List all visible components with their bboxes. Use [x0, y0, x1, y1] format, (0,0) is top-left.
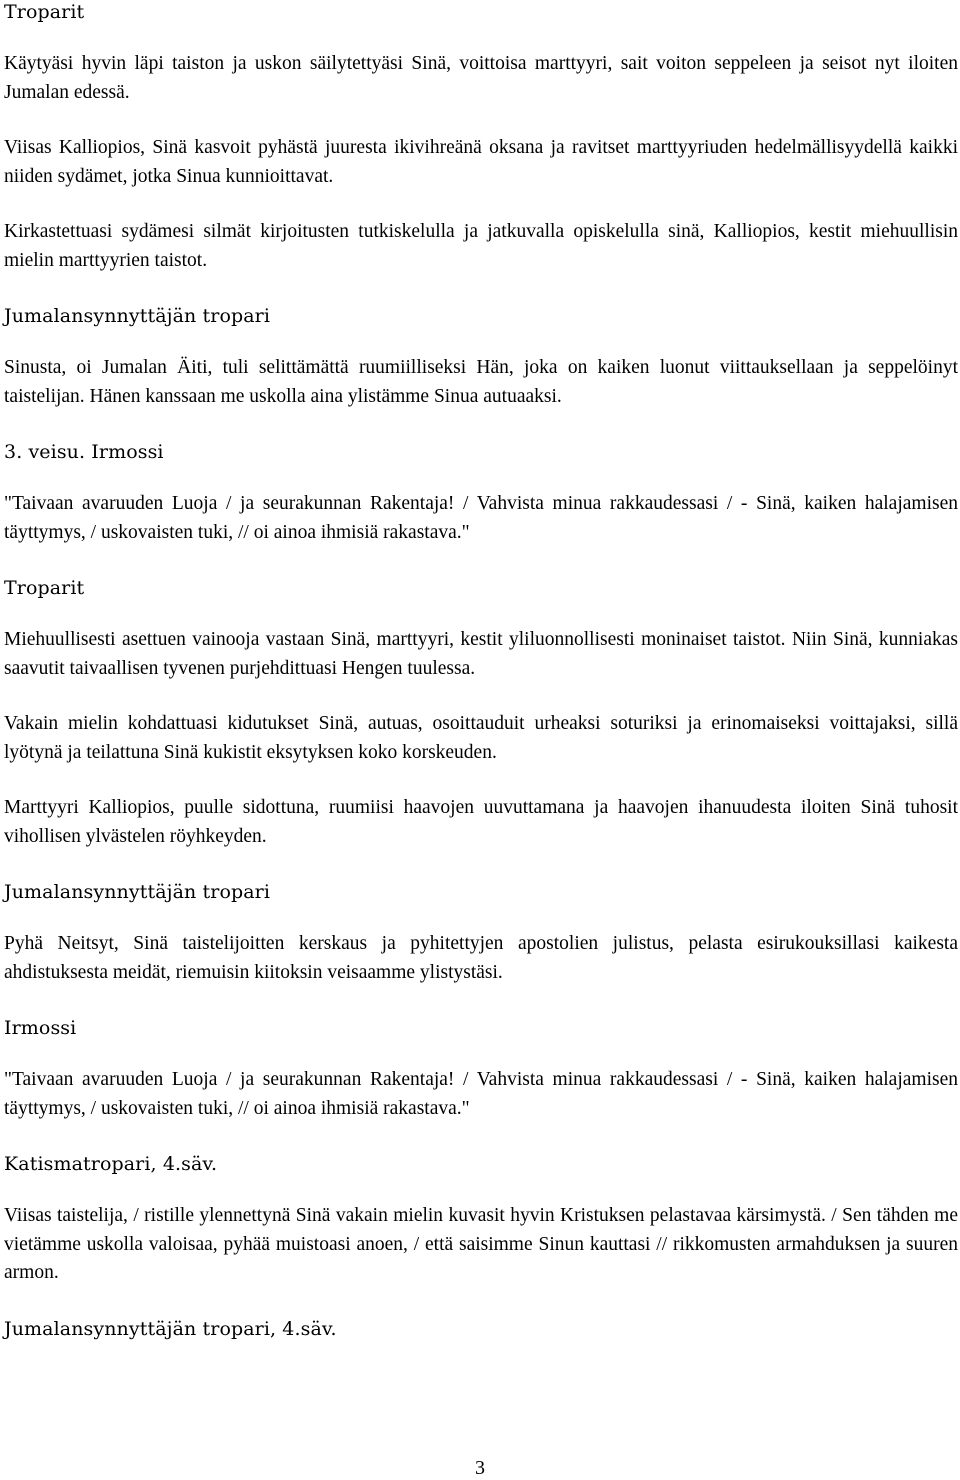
- heading: Troparit: [4, 1, 85, 23]
- heading: Jumalansynnyttäjän tropari, 4.säv.: [4, 1317, 337, 1340]
- heading: Jumalansynnyttäjän tropari: [4, 881, 271, 903]
- paragraph: Sinusta, oi Jumalan Äiti, tuli selittämättä ruumiilliseksi Hän, joka on kaiken luonut viittauksellaan ja seppelöinyt taistelijan. Hänen kanssaan me uskolla aina ylistämme Sinua autuaaksi.: [4, 357, 958, 407]
- heading: 3. veisu. Irmossi: [4, 441, 164, 463]
- paragraph: Pyhä Neitsyt, Sinä taistelijoitten kerskaus ja pyhitettyjen apostolien julistus, pelasta esirukouksillasi kaikesta ahdistuksesta meidät, riemuisin kiitoksin veisaamme ylistystäsi.: [4, 933, 958, 983]
- heading: Troparit: [4, 577, 85, 599]
- heading: Jumalansynnyttäjän tropari: [4, 305, 271, 327]
- paragraph: Viisas taistelija, / ristille ylennettynä Sinä vakain mielin kuvasit hyvin Kristuksen pelastavaa kärsimystä. / Sen tähden me vietämme uskolla valoisaa, pyhää muistoasi anoen, / että saisimme Sinun kauttasi // rikkomusten armahduksen ja suuren armon.: [4, 1205, 958, 1283]
- paragraph: Viisas Kalliopios, Sinä kasvoit pyhästä juuresta ikivihreänä oksana ja ravitset marttyyriuden hedelmällisyydellä kaikki niiden sydämet, jotka Sinua kunnioittavat.: [4, 137, 958, 187]
- paragraph: Miehuullisesti asettuen vainooja vastaan Sinä, marttyyri, kestit yliluonnollisesti moninaiset taistot. Niin Sinä, kunniakas saavutit taivaallisen tyvenen purjehdittuasi Hengen tuulessa.: [4, 629, 958, 679]
- heading: Irmossi: [4, 1017, 77, 1039]
- page-number: 3: [475, 1457, 485, 1479]
- paragraph: "Taivaan avaruuden Luoja / ja seurakunnan Rakentaja! / Vahvista minua rakkaudessasi / - Sinä, kaiken halajamisen täyttymys, / uskovaisten tuki, // oi ainoa ihmisiä rakastava.": [4, 493, 958, 543]
- paragraph: Käytyäsi hyvin läpi taiston ja uskon säilytettyäsi Sinä, voittoisa marttyyri, sait voiton seppeleen ja seisot nyt iloiten Jumalan edessä.: [4, 53, 958, 103]
- document-page: [4, 0, 958, 1343]
- heading: Katismatropari, 4.säv.: [4, 1153, 218, 1175]
- paragraph: "Taivaan avaruuden Luoja / ja seurakunnan Rakentaja! / Vahvista minua rakkaudessasi / - Sinä, kaiken halajamisen täyttymys, / uskovaisten tuki, // oi ainoa ihmisiä rakastava.": [4, 1069, 958, 1119]
- paragraph: Kirkastettuasi sydämesi silmät kirjoitusten tutkiskelulla ja jatkuvalla opiskelulla sinä, Kalliopios, kestit miehuullisin mielin marttyyrien taistot.: [4, 221, 958, 271]
- paragraph: Vakain mielin kohdattuasi kidutukset Sinä, autuas, osoittauduit urheaksi soturiksi ja erinomaiseksi voittajaksi, sillä lyötynä ja teilattuna Sinä kukistit eksytyksen koko korskeuden.: [4, 713, 958, 763]
- paragraph: Marttyyri Kalliopios, puulle sidottuna, ruumiisi haavojen uuvuttamana ja haavojen ihanuudesta iloiten Sinä tuhosit vihollisen ylvästelen röyhkeyden.: [4, 797, 958, 847]
